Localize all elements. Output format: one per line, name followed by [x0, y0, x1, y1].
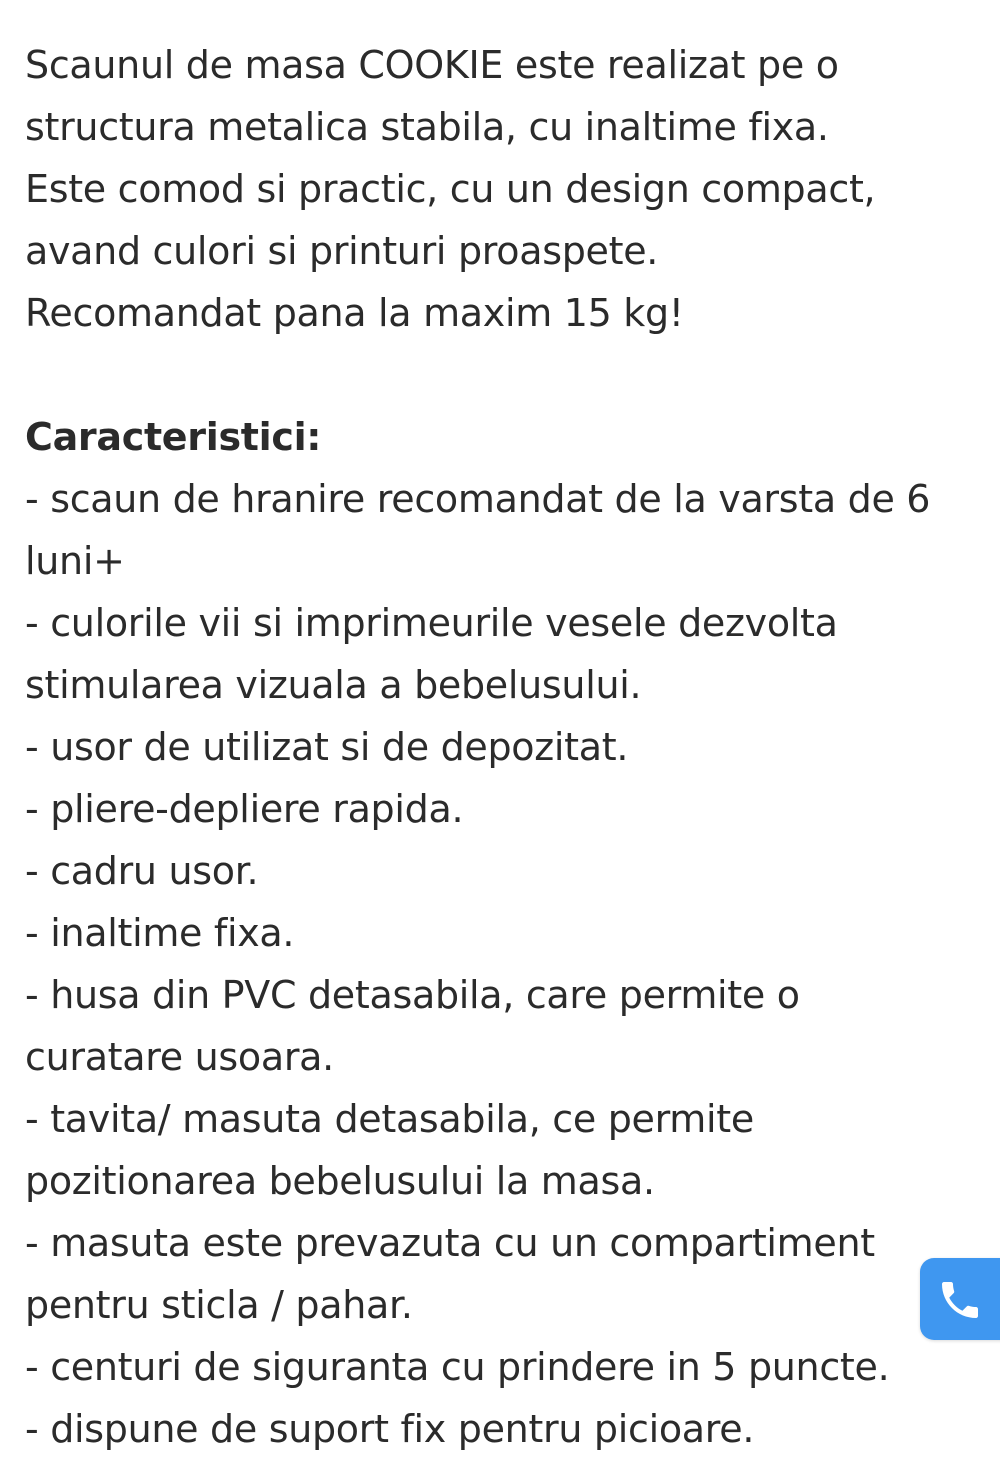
feature-line: - usor de utilizat si de depozitat. — [25, 725, 629, 769]
feature-line: - culorile vii si imprimeurile vesele dezvolta — [25, 601, 838, 645]
feature-line: - tavita/ masuta detasabila, ce permite — [25, 1097, 754, 1141]
feature-line: stimularea vizuala a bebelusului. — [25, 663, 642, 707]
intro-line: Scaunul de masa COOKIE este realizat pe o — [25, 43, 839, 87]
call-button[interactable] — [920, 1258, 1000, 1340]
intro-line: avand culori si printuri proaspete. — [25, 229, 659, 273]
feature-line: - cadru usor. — [25, 849, 259, 893]
features-heading: Caracteristici: — [25, 415, 322, 459]
paragraph-spacer — [25, 344, 985, 406]
feature-line: - inaltime fixa. — [25, 911, 295, 955]
feature-line: pentru sticla / pahar. — [25, 1283, 413, 1327]
feature-line: pozitionarea bebelusului la masa. — [25, 1159, 655, 1203]
feature-line: curatare usoara. — [25, 1035, 334, 1079]
intro-line: structura metalica stabila, cu inaltime fixa. — [25, 105, 829, 149]
feature-line: - pliere-depliere rapida. — [25, 787, 464, 831]
feature-line: - scaun de hranire recomandat de la varsta de 6 — [25, 477, 931, 521]
feature-line: - centuri de siguranta cu prindere in 5 puncte. — [25, 1345, 890, 1389]
feature-line: - husa din PVC detasabila, care permite o — [25, 973, 800, 1017]
product-description — [25, 34, 985, 1460]
intro-line: Este comod si practic, cu un design compact, — [25, 167, 876, 211]
feature-line: luni+ — [25, 539, 125, 583]
feature-line: - dispune de suport fix pentru picioare. — [25, 1407, 755, 1451]
intro-line: Recomandat pana la maxim 15 kg! — [25, 291, 684, 335]
phone-icon — [936, 1276, 984, 1324]
feature-line: - masuta este prevazuta cu un compartiment — [25, 1221, 875, 1265]
